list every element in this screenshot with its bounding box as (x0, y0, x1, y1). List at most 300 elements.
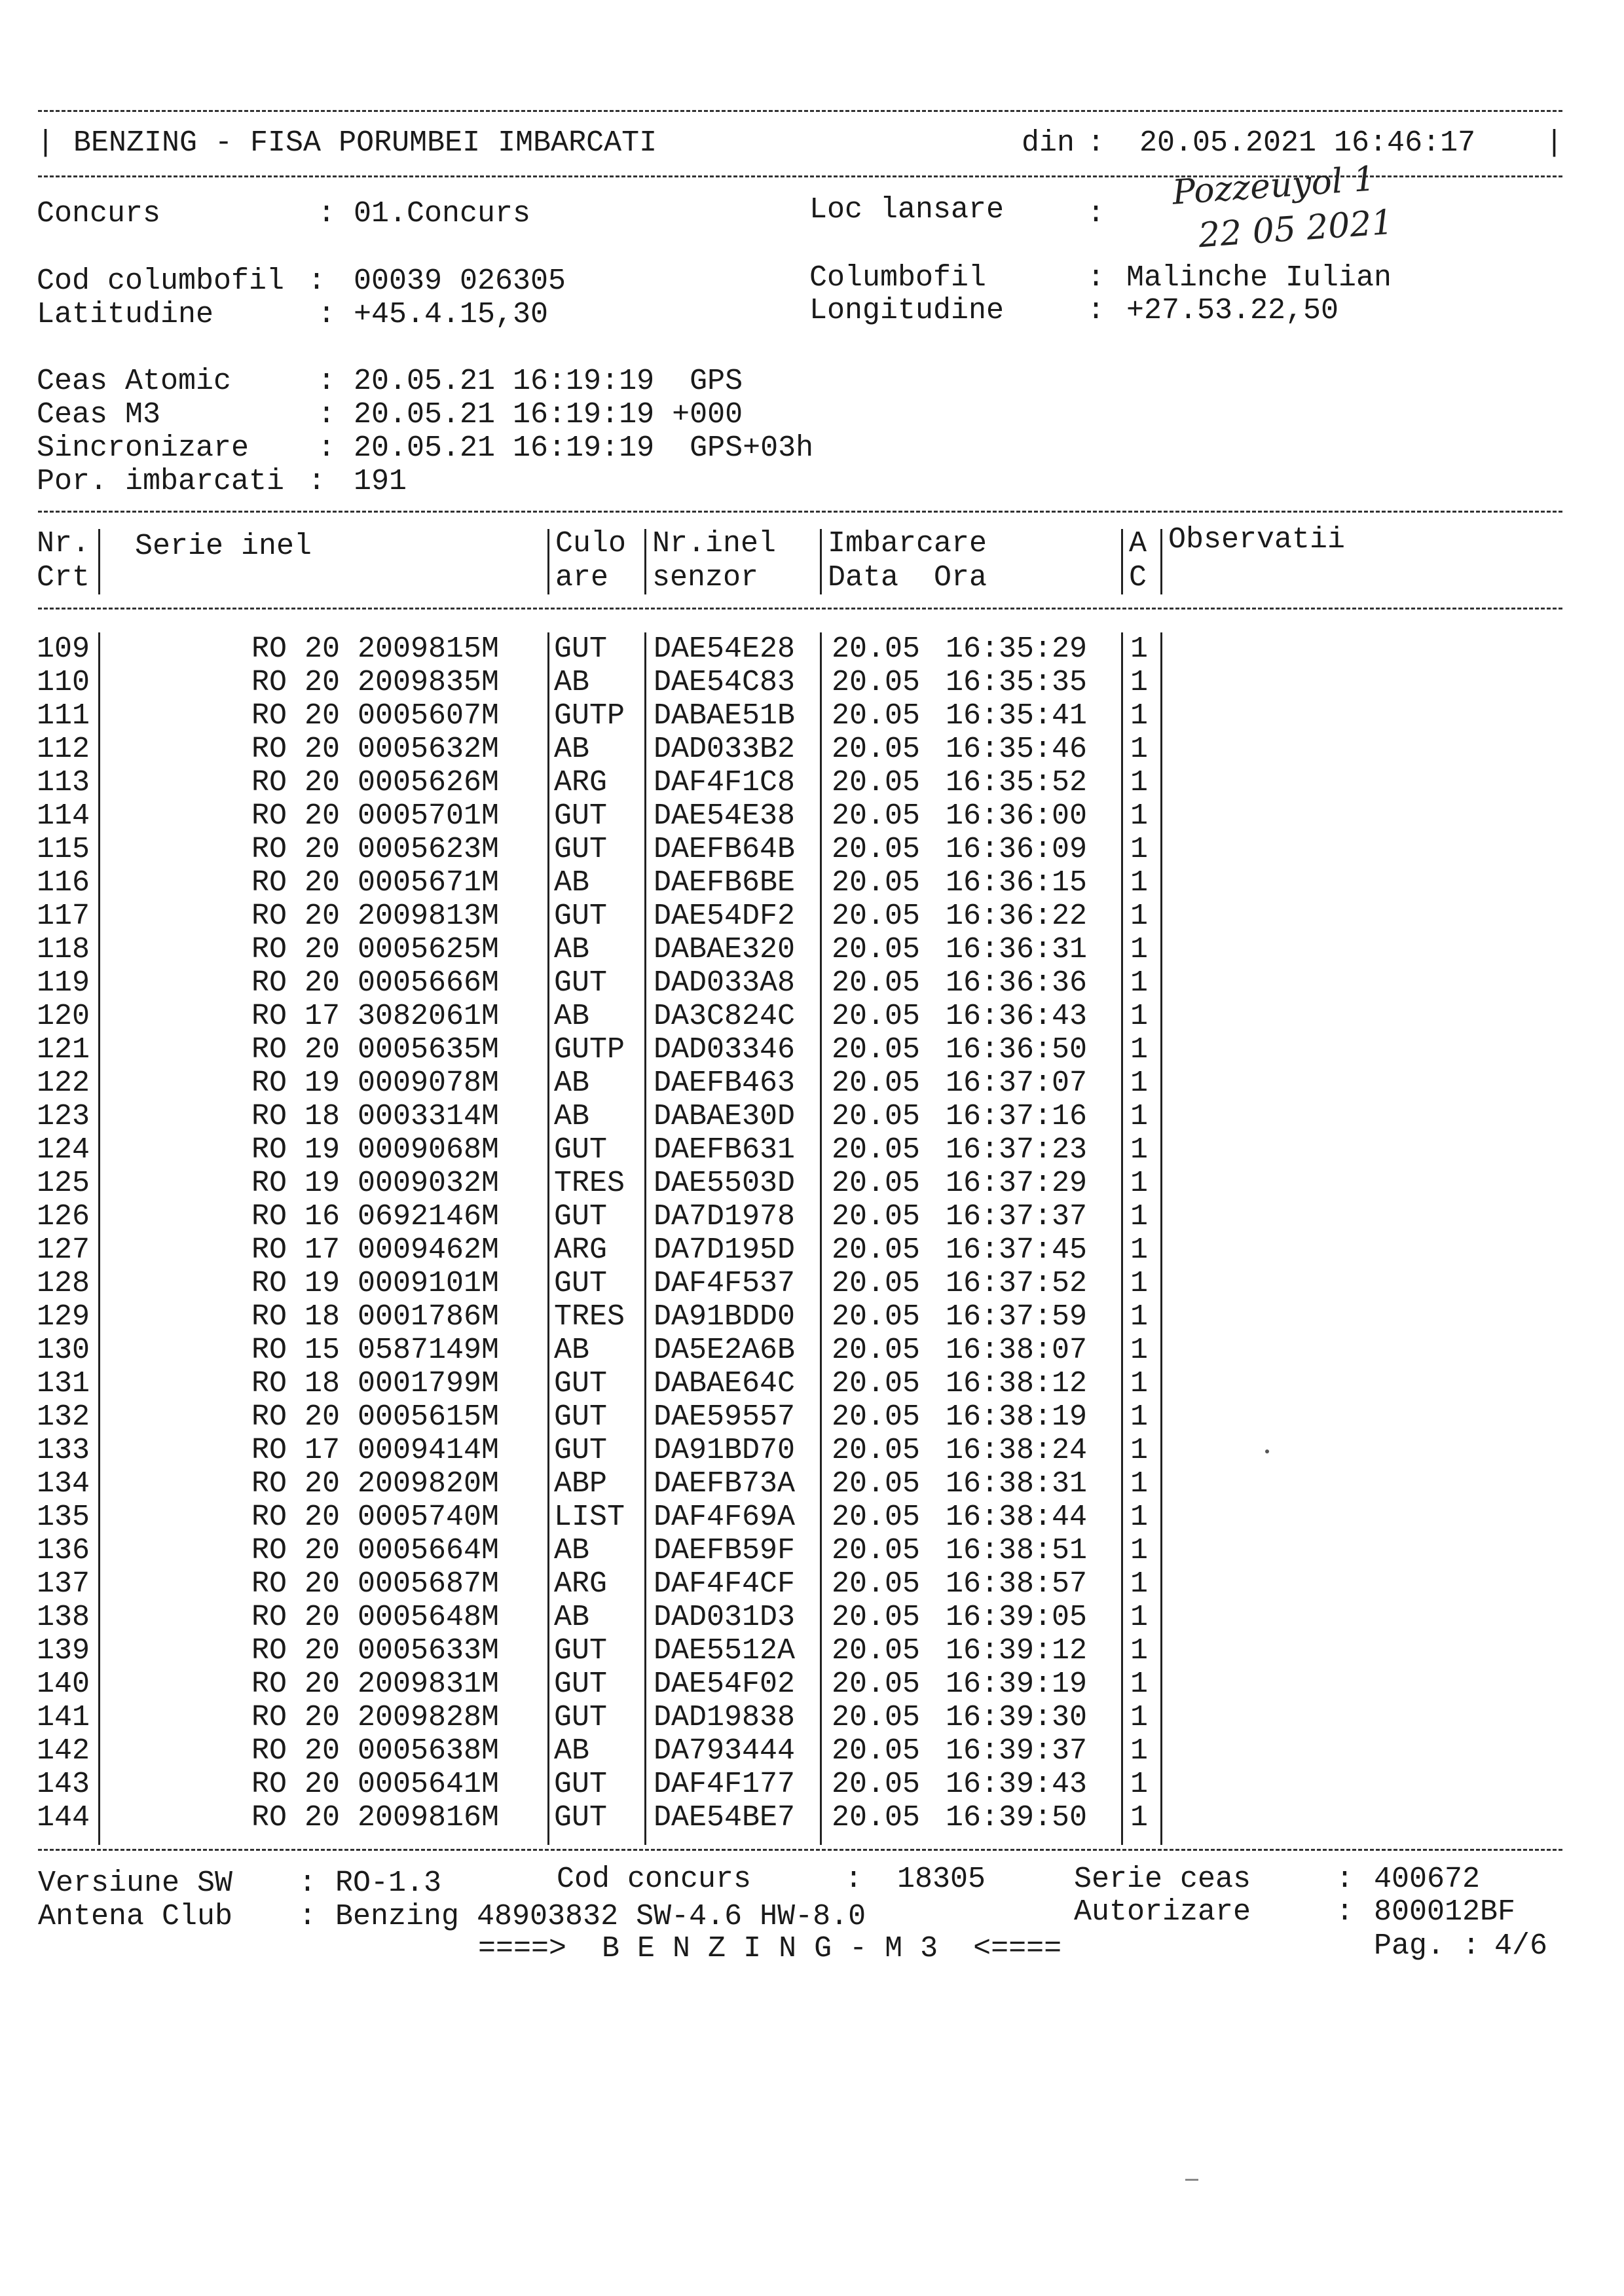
cell-culoare: AB (554, 1601, 590, 1634)
cell-nr: 122 (37, 1066, 90, 1100)
cell-nr: 124 (37, 1133, 90, 1167)
cell-ora: 16:36:50 (946, 1033, 1088, 1066)
col-header-nr: Nr. (37, 527, 90, 560)
scan-speck (1265, 1449, 1269, 1453)
colon: : (1087, 261, 1105, 295)
cell-data: 20.05 (832, 1133, 921, 1167)
cell-data: 20.05 (832, 1000, 921, 1033)
cell-ora: 16:39:50 (946, 1801, 1088, 1834)
brand-line: ====> B E N Z I N G - M 3 <==== (478, 1932, 1062, 1965)
col-header-observatii: Observatii (1168, 523, 1346, 556)
cell-ora: 16:35:35 (946, 666, 1088, 699)
cell-nr: 138 (37, 1601, 90, 1634)
cod-columbofil-label: Cod columbofil (37, 264, 285, 298)
serie-ceas-label: Serie ceas (1074, 1863, 1251, 1896)
cell-culoare: ARG (554, 766, 608, 799)
cell-ora: 16:35:46 (946, 733, 1088, 766)
cell-data: 20.05 (832, 666, 921, 699)
cell-data: 20.05 (832, 766, 921, 799)
cell-data: 20.05 (832, 1167, 921, 1200)
cell-nr: 113 (37, 766, 90, 799)
cell-nr: 136 (37, 1534, 90, 1567)
cell-senzor: DAF4F537 (654, 1267, 796, 1300)
cell-ac: 1 (1130, 900, 1149, 933)
header-right-bar: | (1545, 126, 1564, 160)
cell-senzor: DAE59557 (654, 1400, 796, 1434)
column-rule (1121, 529, 1123, 594)
concurs-label: Concurs (37, 197, 161, 230)
cell-serie-inel: RO 20 0005671M (251, 866, 500, 900)
cell-ora: 16:35:52 (946, 766, 1088, 799)
cell-ac: 1 (1130, 1300, 1149, 1334)
cell-culoare: GUT (554, 833, 608, 866)
autorizare-value: 800012BF (1374, 1895, 1516, 1929)
table-row (0, 1701, 1624, 1734)
table-row (0, 1033, 1624, 1066)
cell-nr: 115 (37, 833, 90, 866)
ceas-atomic-value: 20.05.21 16:19:19 GPS (354, 365, 743, 398)
divider (38, 1849, 1562, 1851)
cell-ac: 1 (1130, 1634, 1149, 1667)
cell-data: 20.05 (832, 1367, 921, 1400)
table-row (0, 1367, 1624, 1400)
cell-ora: 16:36:15 (946, 866, 1088, 900)
cell-senzor: DA91BDD0 (654, 1300, 796, 1334)
cell-senzor: DAD19838 (654, 1701, 796, 1734)
serie-ceas-value: 400672 (1374, 1863, 1481, 1896)
table-row (0, 1200, 1624, 1233)
col-header-serie: Serie inel (135, 530, 312, 563)
cell-serie-inel: RO 20 0005687M (251, 1567, 500, 1601)
cell-culoare: AB (554, 866, 590, 900)
cell-ac: 1 (1130, 766, 1149, 799)
cell-data: 20.05 (832, 900, 921, 933)
loc-lansare-label: Loc lansare (809, 193, 1005, 227)
colon: : (308, 465, 326, 498)
col-header-ac-1: A (1129, 527, 1147, 560)
cell-nr: 116 (37, 866, 90, 900)
col-header-culoare-1: Culo (555, 527, 627, 560)
cell-culoare: GUT (554, 799, 608, 833)
cell-culoare: GUT (554, 1367, 608, 1400)
cell-serie-inel: RO 20 0005633M (251, 1634, 500, 1667)
cell-nr: 117 (37, 900, 90, 933)
table-row (0, 1567, 1624, 1601)
cell-data: 20.05 (832, 1601, 921, 1634)
cell-ac: 1 (1130, 799, 1149, 833)
cell-culoare: ARG (554, 1233, 608, 1267)
cell-senzor: DAEFB64B (654, 833, 796, 866)
cell-ac: 1 (1130, 1267, 1149, 1300)
cell-serie-inel: RO 20 0005632M (251, 733, 500, 766)
latitudine-value: +45.4.15,30 (354, 298, 549, 331)
cell-ora: 16:36:09 (946, 833, 1088, 866)
cell-ora: 16:38:57 (946, 1567, 1088, 1601)
cell-senzor: DAD031D3 (654, 1601, 796, 1634)
cell-ora: 16:39:37 (946, 1734, 1088, 1768)
page-number: 4/6 (1494, 1929, 1548, 1963)
cell-nr: 125 (37, 1167, 90, 1200)
cell-senzor: DAD033B2 (654, 733, 796, 766)
ceas-atomic-label: Ceas Atomic (37, 365, 232, 398)
cell-nr: 126 (37, 1200, 90, 1233)
antena-club-label: Antena Club (38, 1900, 233, 1933)
col-header-imbarcare-2: Data Ora (828, 561, 987, 594)
cell-ac: 1 (1130, 1534, 1149, 1567)
cell-ac: 1 (1130, 966, 1149, 1000)
cell-senzor: DAE54DF2 (654, 900, 796, 933)
cell-ac: 1 (1130, 1233, 1149, 1267)
colon: : (1087, 126, 1105, 160)
cell-ac: 1 (1130, 1200, 1149, 1233)
header-date-label: din (1022, 126, 1075, 160)
cell-senzor: DAF4F4CF (654, 1567, 796, 1601)
scan-speck (1185, 2179, 1198, 2181)
table-row (0, 1467, 1624, 1501)
colon: : (299, 1900, 317, 1933)
cell-data: 20.05 (832, 833, 921, 866)
colon: : (308, 264, 326, 298)
table-row (0, 1434, 1624, 1467)
column-rule (820, 529, 822, 594)
cell-senzor: DAE54C83 (654, 666, 796, 699)
cell-senzor: DAD03346 (654, 1033, 796, 1066)
col-header-nrinel-1: Nr.inel (652, 527, 777, 560)
cell-nr: 129 (37, 1300, 90, 1334)
cell-serie-inel: RO 20 0005701M (251, 799, 500, 833)
colon: : (1087, 294, 1105, 327)
cell-ac: 1 (1130, 1701, 1149, 1734)
antena-club-value: Benzing 48903832 SW-4.6 HW-8.0 (335, 1900, 866, 1933)
col-header-imbarcare-1: Imbarcare (828, 527, 987, 560)
cell-serie-inel: RO 20 2009813M (251, 900, 500, 933)
table-row (0, 1167, 1624, 1200)
cell-data: 20.05 (832, 1501, 921, 1534)
cell-culoare: GUT (554, 1768, 608, 1801)
cell-nr: 118 (37, 933, 90, 966)
cell-senzor: DAEFB631 (654, 1133, 796, 1167)
cell-culoare: GUT (554, 1801, 608, 1834)
cell-serie-inel: RO 20 2009815M (251, 632, 500, 666)
cell-senzor: DA5E2A6B (654, 1334, 796, 1367)
cell-culoare: ARG (554, 1567, 608, 1601)
cell-data: 20.05 (832, 1801, 921, 1834)
cell-data: 20.05 (832, 1200, 921, 1233)
cell-serie-inel: RO 20 0005623M (251, 833, 500, 866)
cell-senzor: DAE5512A (654, 1634, 796, 1667)
cell-serie-inel: RO 20 0005666M (251, 966, 500, 1000)
cell-serie-inel: RO 16 0692146M (251, 1200, 500, 1233)
cell-serie-inel: RO 17 0009462M (251, 1233, 500, 1267)
col-header-nrinel-2: senzor (652, 561, 759, 594)
cell-culoare: AB (554, 933, 590, 966)
table-row (0, 666, 1624, 699)
divider (38, 608, 1562, 610)
cell-ac: 1 (1130, 1000, 1149, 1033)
table-row (0, 1334, 1624, 1367)
cell-serie-inel: RO 20 0005648M (251, 1601, 500, 1634)
colon: : (318, 398, 336, 431)
cell-senzor: DABAE64C (654, 1367, 796, 1400)
cell-culoare: AB (554, 1100, 590, 1133)
column-rule (547, 529, 549, 594)
cell-senzor: DAE54E28 (654, 632, 796, 666)
cell-culoare: GUT (554, 1400, 608, 1434)
cell-nr: 110 (37, 666, 90, 699)
cell-ora: 16:35:29 (946, 632, 1088, 666)
cell-serie-inel: RO 20 0005740M (251, 1501, 500, 1534)
cell-ac: 1 (1130, 1467, 1149, 1501)
cell-data: 20.05 (832, 1033, 921, 1066)
table-row (0, 966, 1624, 1000)
cell-ac: 1 (1130, 733, 1149, 766)
cell-nr: 128 (37, 1267, 90, 1300)
cell-ac: 1 (1130, 1334, 1149, 1367)
cell-ac: 1 (1130, 1400, 1149, 1434)
table-row (0, 1667, 1624, 1701)
cell-data: 20.05 (832, 799, 921, 833)
divider (38, 110, 1562, 112)
cell-ora: 16:36:43 (946, 1000, 1088, 1033)
colon: : (1087, 197, 1105, 230)
cell-nr: 127 (37, 1233, 90, 1267)
cell-serie-inel: RO 18 0003314M (251, 1100, 500, 1133)
colon: : (318, 365, 336, 398)
versiune-value: RO-1.3 (335, 1867, 442, 1900)
cell-senzor: DABAE51B (654, 699, 796, 733)
column-rule (98, 529, 100, 594)
cell-serie-inel: RO 18 0001786M (251, 1300, 500, 1334)
cell-serie-inel: RO 15 0587149M (251, 1334, 500, 1367)
cell-serie-inel: RO 20 0005625M (251, 933, 500, 966)
cell-culoare: GUT (554, 1667, 608, 1701)
cell-nr: 141 (37, 1701, 90, 1734)
columbofil-value: Malinche Iulian (1126, 261, 1392, 295)
cell-nr: 139 (37, 1634, 90, 1667)
autorizare-label: Autorizare (1074, 1895, 1251, 1929)
cell-ora: 16:36:31 (946, 933, 1088, 966)
colon: : (1336, 1863, 1354, 1896)
cell-ac: 1 (1130, 1367, 1149, 1400)
cell-data: 20.05 (832, 1267, 921, 1300)
divider (38, 511, 1562, 513)
cod-concurs-value: 18305 (897, 1863, 986, 1896)
cell-serie-inel: RO 20 2009828M (251, 1701, 500, 1734)
cell-serie-inel: RO 19 0009101M (251, 1267, 500, 1300)
cell-data: 20.05 (832, 1534, 921, 1567)
cell-senzor: DABAE320 (654, 933, 796, 966)
cell-culoare: GUT (554, 632, 608, 666)
table-row (0, 1100, 1624, 1133)
cell-nr: 114 (37, 799, 90, 833)
cod-concurs-label: Cod concurs (557, 1863, 752, 1896)
cell-data: 20.05 (832, 1300, 921, 1334)
cell-senzor: DAD033A8 (654, 966, 796, 1000)
cell-data: 20.05 (832, 632, 921, 666)
cell-ac: 1 (1130, 1601, 1149, 1634)
cell-ora: 16:39:19 (946, 1667, 1088, 1701)
cell-data: 20.05 (832, 733, 921, 766)
cell-nr: 130 (37, 1334, 90, 1367)
cell-senzor: DA7D195D (654, 1233, 796, 1267)
cell-ora: 16:37:37 (946, 1200, 1088, 1233)
table-row (0, 733, 1624, 766)
cell-culoare: GUT (554, 966, 608, 1000)
cell-senzor: DAEFB73A (654, 1467, 796, 1501)
column-rule (644, 529, 646, 594)
table-row (0, 1734, 1624, 1768)
cell-ora: 16:37:29 (946, 1167, 1088, 1200)
cell-serie-inel: RO 20 0005664M (251, 1534, 500, 1567)
page-label: Pag. : (1374, 1929, 1481, 1963)
cell-culoare: LIST (554, 1501, 625, 1534)
cell-serie-inel: RO 20 2009820M (251, 1467, 500, 1501)
cell-serie-inel: RO 20 2009835M (251, 666, 500, 699)
sincronizare-label: Sincronizare (37, 431, 249, 465)
cell-nr: 137 (37, 1567, 90, 1601)
cell-nr: 144 (37, 1801, 90, 1834)
cell-serie-inel: RO 20 0005615M (251, 1400, 500, 1434)
cell-serie-inel: RO 20 0005626M (251, 766, 500, 799)
cell-culoare: GUTP (554, 699, 625, 733)
cell-data: 20.05 (832, 933, 921, 966)
cell-ora: 16:37:52 (946, 1267, 1088, 1300)
cell-nr: 111 (37, 699, 90, 733)
cell-ac: 1 (1130, 933, 1149, 966)
column-rule (1160, 529, 1162, 594)
handwritten-location: Pozzeuyol 1 (1171, 159, 1376, 213)
cell-culoare: AB (554, 733, 590, 766)
document-title: BENZING - FISA PORUMBEI IMBARCATI (73, 126, 657, 160)
cell-nr: 123 (37, 1100, 90, 1133)
cell-ac: 1 (1130, 1768, 1149, 1801)
cell-culoare: AB (554, 1334, 590, 1367)
cell-ora: 16:36:36 (946, 966, 1088, 1000)
cell-ora: 16:37:07 (946, 1066, 1088, 1100)
cell-senzor: DAEFB59F (654, 1534, 796, 1567)
columbofil-label: Columbofil (809, 261, 987, 295)
cell-ora: 16:38:31 (946, 1467, 1088, 1501)
concurs-value: 01.Concurs (354, 197, 531, 230)
cell-data: 20.05 (832, 1400, 921, 1434)
cell-senzor: DA7D1978 (654, 1200, 796, 1233)
cell-ac: 1 (1130, 1167, 1149, 1200)
cell-ora: 16:35:41 (946, 699, 1088, 733)
cell-senzor: DAF4F177 (654, 1768, 796, 1801)
cell-culoare: GUT (554, 1267, 608, 1300)
cell-nr: 135 (37, 1501, 90, 1534)
cell-culoare: GUTP (554, 1033, 625, 1066)
table-row (0, 1801, 1624, 1834)
cell-ora: 16:39:12 (946, 1634, 1088, 1667)
table-row (0, 1000, 1624, 1033)
cell-nr: 132 (37, 1400, 90, 1434)
cell-nr: 131 (37, 1367, 90, 1400)
cell-serie-inel: RO 20 0005641M (251, 1768, 500, 1801)
cell-culoare: AB (554, 1000, 590, 1033)
cod-columbofil-value: 00039 026305 (354, 264, 566, 298)
cell-culoare: TRES (554, 1167, 625, 1200)
colon: : (318, 298, 336, 331)
cell-data: 20.05 (832, 1334, 921, 1367)
cell-ac: 1 (1130, 833, 1149, 866)
table-row (0, 1534, 1624, 1567)
cell-data: 20.05 (832, 699, 921, 733)
longitudine-label: Longitudine (809, 294, 1005, 327)
cell-ora: 16:38:19 (946, 1400, 1088, 1434)
cell-ac: 1 (1130, 1501, 1149, 1534)
cell-data: 20.05 (832, 1768, 921, 1801)
sincronizare-value: 20.05.21 16:19:19 GPS+03h (354, 431, 814, 465)
table-row (0, 933, 1624, 966)
cell-data: 20.05 (832, 1066, 921, 1100)
cell-culoare: GUT (554, 1200, 608, 1233)
cell-ora: 16:36:22 (946, 900, 1088, 933)
table-row (0, 1634, 1624, 1667)
cell-senzor: DA793444 (654, 1734, 796, 1768)
cell-serie-inel: RO 19 0009078M (251, 1066, 500, 1100)
cell-senzor: DAE54BE7 (654, 1801, 796, 1834)
cell-serie-inel: RO 20 2009831M (251, 1667, 500, 1701)
cell-serie-inel: RO 20 0005607M (251, 699, 500, 733)
cell-senzor: DAF4F69A (654, 1501, 796, 1534)
por-imbarcati-label: Por. imbarcati (37, 465, 285, 498)
cell-senzor: DAEFB463 (654, 1066, 796, 1100)
cell-nr: 121 (37, 1033, 90, 1066)
por-imbarcati-value: 191 (354, 465, 407, 498)
cell-serie-inel: RO 19 0009032M (251, 1167, 500, 1200)
table-row (0, 1233, 1624, 1267)
cell-ora: 16:38:24 (946, 1434, 1088, 1467)
cell-ac: 1 (1130, 1667, 1149, 1701)
colon: : (845, 1863, 863, 1896)
col-header-ac-2: C (1129, 561, 1147, 594)
cell-ac: 1 (1130, 1100, 1149, 1133)
colon: : (299, 1867, 317, 1900)
cell-senzor: DAEFB6BE (654, 866, 796, 900)
table-row (0, 766, 1624, 799)
cell-ac: 1 (1130, 699, 1149, 733)
cell-data: 20.05 (832, 866, 921, 900)
table-row (0, 699, 1624, 733)
header-date-value: 20.05.2021 16:46:17 (1139, 126, 1476, 160)
cell-culoare: GUT (554, 900, 608, 933)
table-row (0, 1066, 1624, 1100)
cell-culoare: GUT (554, 1701, 608, 1734)
cell-ora: 16:37:45 (946, 1233, 1088, 1267)
cell-ora: 16:38:44 (946, 1501, 1088, 1534)
cell-ac: 1 (1130, 1567, 1149, 1601)
cell-ora: 16:38:07 (946, 1334, 1088, 1367)
cell-data: 20.05 (832, 1634, 921, 1667)
cell-ac: 1 (1130, 1734, 1149, 1768)
cell-serie-inel: RO 20 0005635M (251, 1033, 500, 1066)
cell-culoare: GUT (554, 1434, 608, 1467)
cell-data: 20.05 (832, 1567, 921, 1601)
table-row (0, 1768, 1624, 1801)
cell-data: 20.05 (832, 1233, 921, 1267)
cell-senzor: DAE5503D (654, 1167, 796, 1200)
table-row (0, 1133, 1624, 1167)
table-row (0, 833, 1624, 866)
cell-senzor: DAE54E38 (654, 799, 796, 833)
table-row (0, 900, 1624, 933)
cell-senzor: DAE54F02 (654, 1667, 796, 1701)
cell-ora: 16:39:05 (946, 1601, 1088, 1634)
cell-nr: 112 (37, 733, 90, 766)
header-left-bar: | (37, 126, 55, 160)
cell-data: 20.05 (832, 1667, 921, 1701)
